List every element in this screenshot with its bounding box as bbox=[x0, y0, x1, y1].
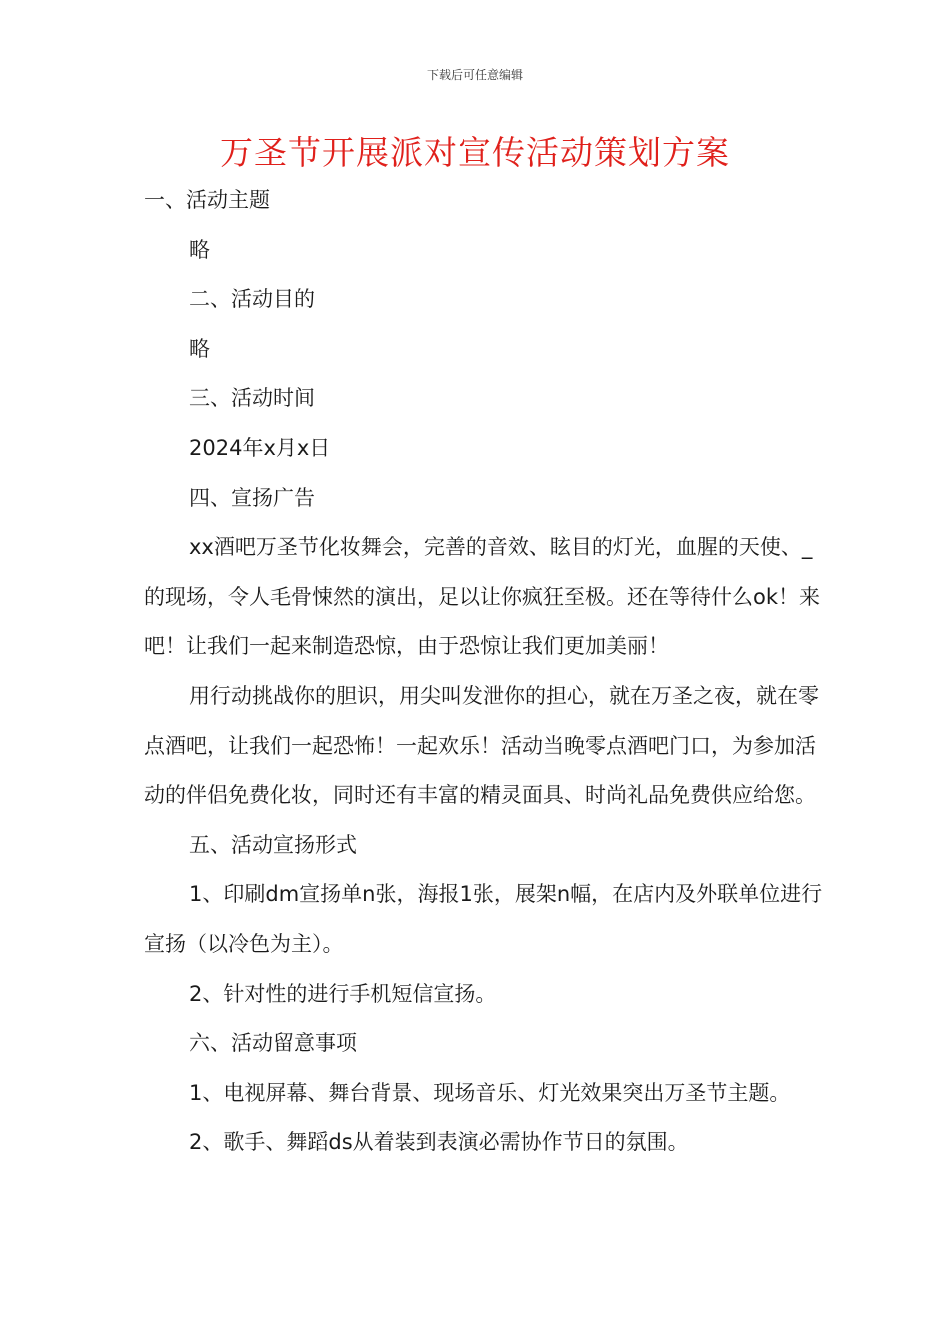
paragraph-time-content: 2024年x月x日 bbox=[189, 435, 331, 460]
paragraph-promotion-1: 1、印刷dm宣扬单n张，海报1张，展架n幅，在店内及外联单位进行宣扬（以冷色为主）。 bbox=[144, 882, 823, 956]
paragraph-notes-2: 2、歌手、舞蹈ds从着装到表演必需协作节日的氛围。 bbox=[189, 1130, 689, 1155]
document-title: 万圣节开展派对宣传活动策划方案 bbox=[220, 133, 730, 172]
paragraph-advertising-2: 用行动挑战你的胆识，用尖叫发泄你的担心，就在万圣之夜，就在零点酒吧，让我们一起恐怖！一起欢乐！活动当晚零点酒吧门口，为参加活动的伴侣免费化妆，同时还有丰富的精灵面具、时尚礼品免费供应给您。 bbox=[144, 683, 819, 808]
section-heading-promotion-form: 五、活动宣扬形式 bbox=[189, 832, 357, 857]
section-heading-purpose: 二、活动目的 bbox=[189, 287, 315, 312]
paragraph-theme-content: 略 bbox=[189, 237, 210, 262]
section-heading-notes: 六、活动留意事项 bbox=[189, 1031, 357, 1056]
section-heading-theme: 一、活动主题 bbox=[144, 188, 270, 212]
paragraph-purpose-content: 略 bbox=[189, 336, 210, 361]
paragraph-promotion-2: 2、针对性的进行手机短信宣扬。 bbox=[189, 981, 497, 1006]
paragraph-advertising-1: xx酒吧万圣节化妆舞会，完善的音效、眩目的灯光，血腥的天使、_的现场，令人毛骨悚然的演出，足以让你疯狂至极。还在等待什么ok！来吧！让我们一起来制造恐惊，由于恐惊让我们更加美丽！ bbox=[144, 535, 821, 659]
header-note: 下载后可任意编辑 bbox=[426, 68, 523, 82]
section-heading-time: 三、活动时间 bbox=[189, 386, 315, 411]
section-heading-advertising: 四、宣扬广告 bbox=[189, 485, 315, 510]
paragraph-notes-1: 1、电视屏幕、舞台背景、现场音乐、灯光效果突出万圣节主题。 bbox=[189, 1080, 791, 1105]
document-body bbox=[144, 176, 824, 1168]
